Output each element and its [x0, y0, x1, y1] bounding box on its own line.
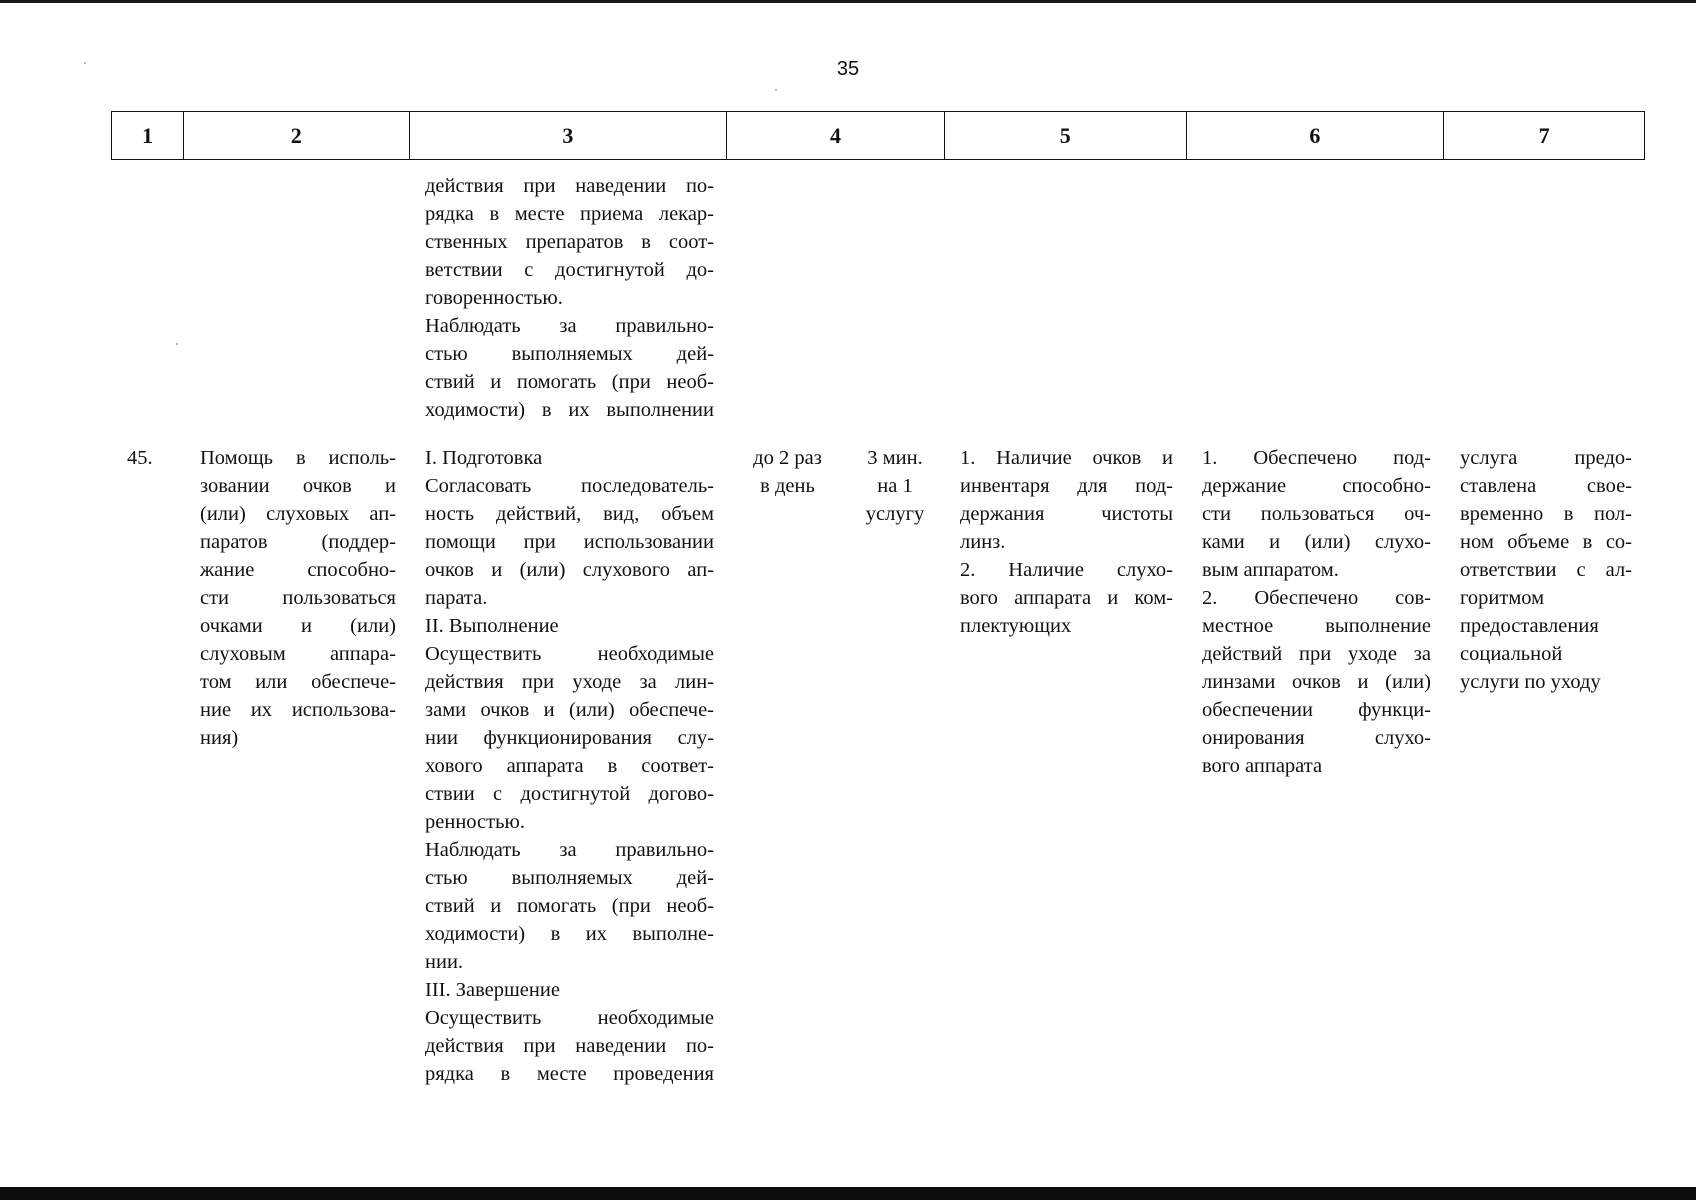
scan-bottom-band — [0, 1187, 1696, 1200]
service-description — [425, 444, 714, 1088]
text-line: действия при наведении по- — [425, 175, 714, 197]
text-line: очков и (или) слухового ап- — [425, 559, 714, 581]
service-name — [200, 444, 396, 752]
text-line: сти пользоваться оч- — [1202, 503, 1431, 525]
text-line: горитмом — [1460, 587, 1545, 609]
text-line: ственных препаратов в соот- — [425, 231, 714, 253]
text-line: до 2 раз — [753, 447, 822, 469]
text-line: действия при уходе за лин- — [425, 671, 714, 693]
text-line: слуховым аппара- — [200, 643, 396, 665]
text-line: стью выполняемых дей- — [425, 867, 714, 889]
evaluation — [1460, 444, 1632, 696]
text-line: действия при наведении по- — [425, 1035, 714, 1057]
text-line: Осуществить необходимые — [425, 643, 714, 665]
text-line: ренностью. — [425, 811, 525, 833]
text-line: услугу — [865, 503, 925, 525]
text-line: ния) — [200, 727, 239, 749]
text-line: услуги по уходу — [1460, 671, 1601, 693]
text-line: рядка в месте проведения — [425, 1063, 714, 1085]
text-line: помощи при использовании — [425, 531, 714, 553]
text-line: стью выполняемых дей- — [425, 343, 714, 365]
text-line: действий при уходе за — [1202, 643, 1431, 665]
stage-heading: III. Завершение — [425, 979, 560, 1001]
text-line: говоренностью. — [425, 287, 563, 309]
text-line: хового аппарата в соответ- — [425, 755, 714, 777]
quality-indicators — [1202, 444, 1431, 780]
text-line: временно в пол- — [1460, 503, 1632, 525]
text-line: ответствии с ал- — [1460, 559, 1632, 581]
scan-top-rule — [0, 0, 1696, 3]
page-number: 35 — [836, 58, 860, 80]
frequency — [740, 444, 835, 500]
scan-speck — [176, 343, 178, 345]
text-line: ствий и помогать (при необ- — [425, 371, 714, 393]
text-line: местное выполнение — [1202, 615, 1431, 637]
text-line: на 1 — [877, 475, 913, 497]
text-line: предоставления — [1460, 615, 1599, 637]
text-line: 1. Наличие очков и — [960, 447, 1173, 469]
text-line: ном объеме в со- — [1460, 531, 1632, 553]
text-line: ствий и помогать (при необ- — [425, 895, 714, 917]
text-line: ние их использова- — [200, 699, 396, 721]
text-line: 3 мин. — [867, 447, 923, 469]
text-line: линз. — [960, 531, 1006, 553]
text-line: ками и (или) слухо- — [1202, 531, 1431, 553]
text-line: Согласовать последователь- — [425, 475, 714, 497]
text-line: том или обеспече- — [200, 671, 396, 693]
row-number: 45. — [127, 447, 153, 469]
stage-heading: II. Выполнение — [425, 615, 559, 637]
text-line: Помощь в исполь- — [200, 447, 396, 469]
text-line: линзами очков и (или) — [1202, 671, 1431, 693]
text-line: обеспечении функци- — [1202, 699, 1431, 721]
text-line: вого аппарата — [1202, 755, 1323, 777]
text-line: 2. Обеспечено сов- — [1202, 587, 1431, 609]
text-line: нии. — [425, 951, 464, 973]
header-col-6: 6 — [1187, 112, 1445, 159]
text-line: вым аппаратом. — [1202, 559, 1339, 581]
text-line: онирования слухо- — [1202, 727, 1431, 749]
continuation-col3-text — [425, 172, 714, 424]
text-line: парата. — [425, 587, 488, 609]
text-line: сти пользоваться — [200, 587, 396, 609]
conditions — [960, 444, 1173, 640]
text-line: рядка в месте приема лекар- — [425, 203, 714, 225]
text-line: ходимости) в их выполнении — [425, 399, 714, 421]
text-line: Наблюдать за правильно- — [425, 315, 714, 337]
table-header-row — [111, 111, 1645, 160]
text-line: зовании очков и — [200, 475, 396, 497]
text-line: инвентаря для под- — [960, 475, 1173, 497]
header-col-3: 3 — [410, 112, 728, 159]
text-line: Наблюдать за правильно- — [425, 839, 714, 861]
header-col-1: 1 — [112, 112, 184, 159]
text-line: ходимости) в их выполне- — [425, 923, 714, 945]
scan-speck — [775, 89, 777, 91]
header-col-7: 7 — [1538, 122, 1550, 148]
header-col-5: 5 — [945, 112, 1187, 159]
text-line: вого аппарата и ком- — [960, 587, 1173, 609]
text-line: держания чистоты — [960, 503, 1173, 525]
text-line: плектующих — [960, 615, 1072, 637]
text-line: паратов (поддер- — [200, 531, 396, 553]
text-line: держание способно- — [1202, 475, 1431, 497]
text-line: ствии с достигнутой догово- — [425, 783, 714, 805]
text-line: (или) слуховых ап- — [200, 503, 396, 525]
text-line: ветствии с достигнутой до- — [425, 259, 714, 281]
text-line: в день — [760, 475, 815, 497]
text-line: зами очков и (или) обеспече- — [425, 699, 714, 721]
header-col-4: 4 — [727, 112, 945, 159]
text-line: очками и (или) — [200, 615, 396, 637]
text-line: социальной — [1460, 643, 1563, 665]
text-line: нии функционирования слу- — [425, 727, 714, 749]
text-line: ность действий, вид, объем — [425, 503, 714, 525]
stage-heading: I. Подготовка — [425, 447, 543, 469]
header-col-2: 2 — [184, 112, 410, 159]
text-line: жание способно- — [200, 559, 396, 581]
text-line: 2. Наличие слухо- — [960, 559, 1173, 581]
text-line: Осуществить необходимые — [425, 1007, 714, 1029]
text-line: услуга предо- — [1460, 447, 1632, 469]
duration — [850, 444, 940, 528]
text-line: 1. Обеспечено под- — [1202, 447, 1431, 469]
text-line: ставлена свое- — [1460, 475, 1632, 497]
